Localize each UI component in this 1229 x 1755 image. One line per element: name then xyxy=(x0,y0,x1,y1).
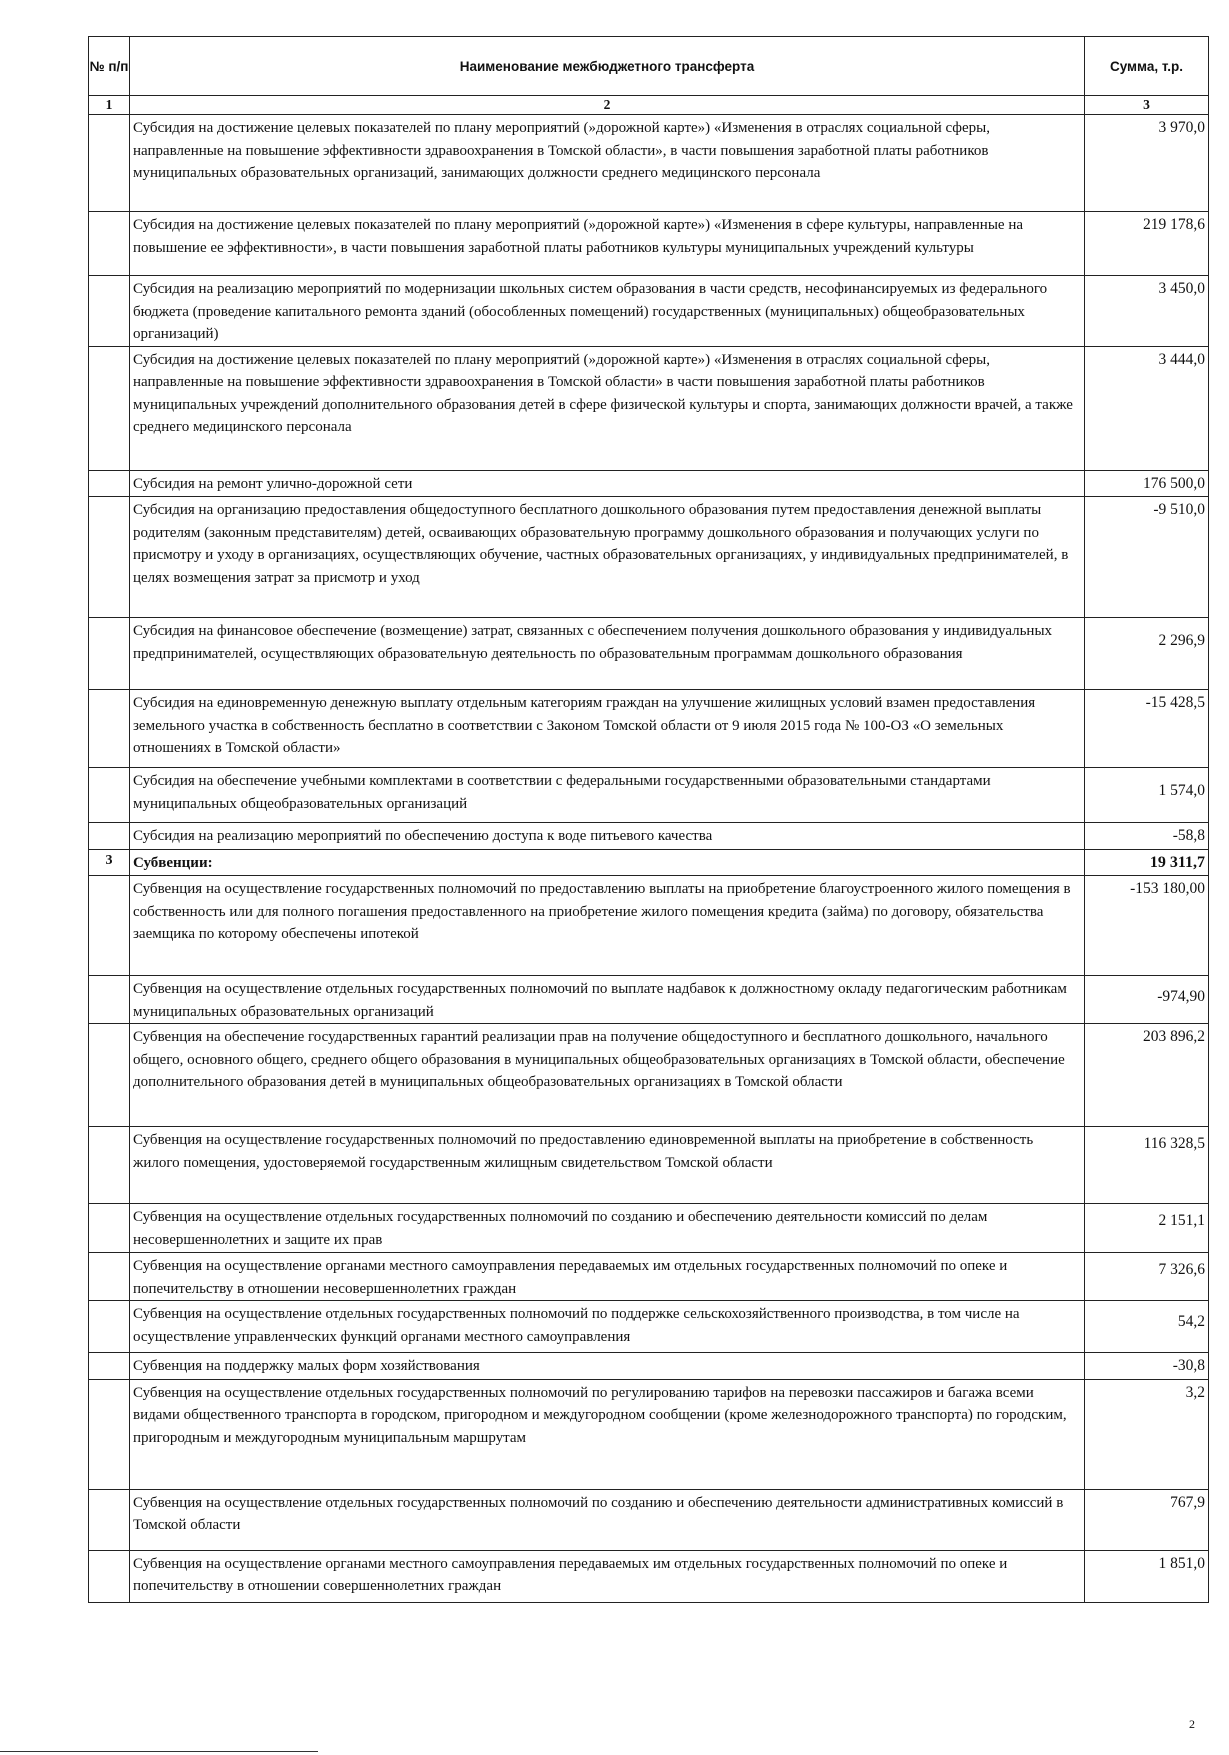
table-row xyxy=(89,1253,1209,1301)
transfer-name: Субвенция на осуществление органами местного самоуправления передаваемых им отдельных государственных полномочий по опеке и попечительству в отношении несовершеннолетних граждан xyxy=(130,1253,1085,1301)
transfer-name: Субвенция на осуществление государственных полномочий по предоставлению выплаты на приобретение благоустроенного жилого помещения в собственность или для полного погашения предоставленного на приобретение жилого помещения кредита (займа) по договору, обязательства заемщика по которому обеспечены ипотекой xyxy=(130,876,1085,976)
transfer-name: Субвенция на осуществление отдельных государственных полномочий по поддержке сельскохозяйственного производства, в том числе на осуществление управленческих функций органами местного самоуправления xyxy=(130,1301,1085,1353)
table-row xyxy=(89,276,1209,347)
transfer-name: Субвенция на обеспечение государственных гарантий реализации прав на получение общедоступного и бесплатного дошкольного, начального общего, основного общего, среднего общего образования в муниципальных общеобразовательных организациях в Томской области, обеспечение дополнительного образования детей в муниципальных общеобразовательных организациях в Томской области xyxy=(130,1024,1085,1127)
row-number-cell xyxy=(89,1127,130,1204)
table-row xyxy=(89,618,1209,690)
transfer-amount: -153 180,00 xyxy=(1085,876,1209,976)
transfer-name: Субсидия на достижение целевых показателей по плану мероприятий (»дорожной карте») «Изменения в сфере культуры, направленные на повышение ее эффективности», в части повышения заработной платы работников культуры муниципальных учреждений культуры xyxy=(130,212,1085,276)
transfer-amount: 203 896,2 xyxy=(1085,1024,1209,1127)
row-number-cell xyxy=(89,1550,130,1602)
row-number-cell xyxy=(89,690,130,768)
row-number-cell xyxy=(89,346,130,470)
section-row-subventions xyxy=(89,849,1209,876)
table-row xyxy=(89,690,1209,768)
transfer-name: Субвенция на осуществление отдельных государственных полномочий по регулированию тарифов на перевозки пассажиров и багажа всеми видами общественного транспорта в городском, пригородном и междугородном сообщении (кроме железнодорожного транспорта) по городским, пригородным и междугородным муниципальным маршрутам xyxy=(130,1379,1085,1489)
page-number: 2 xyxy=(1189,1717,1195,1731)
transfer-amount: -58,8 xyxy=(1085,823,1209,850)
row-number-cell xyxy=(89,768,130,823)
transfer-name: Субсидия на организацию предоставления общедоступного бесплатного дошкольного образования путем предоставления денежной выплаты родителям (законным представителям) детей, осваивающих образовательную программу дошкольного образования и получающих услуги по присмотру и уходу в организациях, осуществляющих обучение, частных образовательных организациях, у индивидуальных предпринимателей, в целях возмещения затрат за присмотр и уход xyxy=(130,497,1085,618)
header-col-number: № п/п xyxy=(89,37,130,96)
table-header-row xyxy=(89,37,1209,96)
transfer-table-page xyxy=(88,36,1208,1603)
transfer-name: Субсидия на ремонт улично-дорожной сети xyxy=(130,470,1085,497)
table-row xyxy=(89,346,1209,470)
table-row xyxy=(89,497,1209,618)
table-row xyxy=(89,1204,1209,1253)
transfer-name: Субсидия на единовременную денежную выплату отдельным категориям граждан на улучшение жилищных условий взамен предоставления земельного участка в собственность бесплатно в соответствии с Законом Томской области от 9 июля 2015 года № 100-ОЗ «О земельных отношениях в Томской области» xyxy=(130,690,1085,768)
row-number-cell xyxy=(89,212,130,276)
column-number: 2 xyxy=(130,96,1085,115)
transfer-amount: 7 326,6 xyxy=(1085,1253,1209,1301)
transfer-amount: 54,2 xyxy=(1085,1301,1209,1353)
header-col-name: Наименование межбюджетного трансферта xyxy=(130,37,1085,96)
row-number-cell xyxy=(89,1024,130,1127)
section-title: Субвенции: xyxy=(130,849,1085,876)
table-row xyxy=(89,1127,1209,1204)
row-number-cell xyxy=(89,1253,130,1301)
transfer-amount: 1 574,0 xyxy=(1085,768,1209,823)
transfer-amount: 767,9 xyxy=(1085,1489,1209,1550)
table-row xyxy=(89,976,1209,1024)
row-number-cell xyxy=(89,1353,130,1380)
transfer-amount: -15 428,5 xyxy=(1085,690,1209,768)
footer-divider xyxy=(0,1751,318,1752)
transfer-amount: 1 851,0 xyxy=(1085,1550,1209,1602)
table-row xyxy=(89,1353,1209,1380)
transfer-amount: -974,90 xyxy=(1085,976,1209,1024)
row-number-cell xyxy=(89,497,130,618)
row-number-cell xyxy=(89,618,130,690)
transfer-table xyxy=(88,36,1209,1603)
transfer-amount: -30,8 xyxy=(1085,1353,1209,1380)
transfer-name: Субвенция на осуществление органами местного самоуправления передаваемых им отдельных государственных полномочий по опеке и попечительству в отношении совершеннолетних граждан xyxy=(130,1550,1085,1602)
header-col-sum: Сумма, т.р. xyxy=(1085,37,1209,96)
transfer-amount: 3 970,0 xyxy=(1085,115,1209,212)
row-number-cell xyxy=(89,876,130,976)
row-number-cell xyxy=(89,823,130,850)
table-row xyxy=(89,823,1209,850)
transfer-amount: -9 510,0 xyxy=(1085,497,1209,618)
transfer-name: Субсидия на обеспечение учебными комплектами в соответствии с федеральными государственными образовательными стандартами муниципальных общеобразовательных организаций xyxy=(130,768,1085,823)
table-row xyxy=(89,1489,1209,1550)
row-number-cell xyxy=(89,1301,130,1353)
transfer-name: Субсидия на достижение целевых показателей по плану мероприятий (»дорожной карте») «Изменения в отраслях социальной сферы, направленные на повышение эффективности здравоохранения в Томской области», в части повышения заработной платы работников муниципальных образовательных организаций, занимающих должности среднего медицинского персонала xyxy=(130,115,1085,212)
transfer-amount: 3,2 xyxy=(1085,1379,1209,1489)
transfer-amount: 2 151,1 xyxy=(1085,1204,1209,1253)
table-row xyxy=(89,1301,1209,1353)
transfer-amount: 2 296,9 xyxy=(1085,618,1209,690)
column-number-row xyxy=(89,96,1209,115)
transfer-name: Субсидия на реализацию мероприятий по обеспечению доступа к воде питьевого качества xyxy=(130,823,1085,850)
transfer-name: Субсидия на финансовое обеспечение (возмещение) затрат, связанных с обеспечением получения дошкольного образования у индивидуальных предпринимателей, осуществляющих образовательную деятельность по образовательным программам дошкольного образования xyxy=(130,618,1085,690)
transfer-amount: 3 450,0 xyxy=(1085,276,1209,347)
table-row xyxy=(89,1379,1209,1489)
row-number-cell xyxy=(89,470,130,497)
column-number: 3 xyxy=(1085,96,1209,115)
transfer-name: Субвенция на осуществление отдельных государственных полномочий по созданию и обеспечению деятельности комиссий по делам несовершеннолетних и защите их прав xyxy=(130,1204,1085,1253)
table-row xyxy=(89,1550,1209,1602)
transfer-amount: 3 444,0 xyxy=(1085,346,1209,470)
row-number-cell xyxy=(89,115,130,212)
row-number-cell xyxy=(89,1489,130,1550)
row-number-cell xyxy=(89,276,130,347)
table-row xyxy=(89,1024,1209,1127)
row-number-cell xyxy=(89,1379,130,1489)
table-row xyxy=(89,115,1209,212)
table-row xyxy=(89,768,1209,823)
transfer-name: Субвенция на осуществление отдельных государственных полномочий по выплате надбавок к должностному окладу педагогическим работникам муниципальных образовательных организаций xyxy=(130,976,1085,1024)
transfer-amount: 176 500,0 xyxy=(1085,470,1209,497)
transfer-name: Субвенция на осуществление государственных полномочий по предоставлению единовременной выплаты на приобретение в собственность жилого помещения, удостоверяемой государственным жилищным свидетельством Томской области xyxy=(130,1127,1085,1204)
table-row xyxy=(89,470,1209,497)
column-number: 1 xyxy=(89,96,130,115)
row-number-cell xyxy=(89,976,130,1024)
row-number-cell xyxy=(89,1204,130,1253)
section-total: 19 311,7 xyxy=(1085,849,1209,876)
transfer-amount: 116 328,5 xyxy=(1085,1127,1209,1204)
transfer-name: Субсидия на достижение целевых показателей по плану мероприятий (»дорожной карте») «Изменения в отраслях социальной сферы, направленные на повышение эффективности здравоохранения в Томской области» в части повышения заработной платы работников муниципальных учреждений дополнительного образования детей в сфере физической культуры и спорта, занимающих должности врачей, а также среднего медицинского персонала xyxy=(130,346,1085,470)
table-row xyxy=(89,212,1209,276)
transfer-name: Субвенция на осуществление отдельных государственных полномочий по созданию и обеспечению деятельности административных комиссий в Томской области xyxy=(130,1489,1085,1550)
section-number: 3 xyxy=(89,849,130,876)
transfer-name: Субсидия на реализацию мероприятий по модернизации школьных систем образования в части средств, несофинансируемых из федерального бюджета (проведение капитального ремонта зданий (обособленных помещений) государственных (муниципальных) общеобразовательных организаций) xyxy=(130,276,1085,347)
transfer-amount: 219 178,6 xyxy=(1085,212,1209,276)
table-row xyxy=(89,876,1209,976)
transfer-name: Субвенция на поддержку малых форм хозяйствования xyxy=(130,1353,1085,1380)
